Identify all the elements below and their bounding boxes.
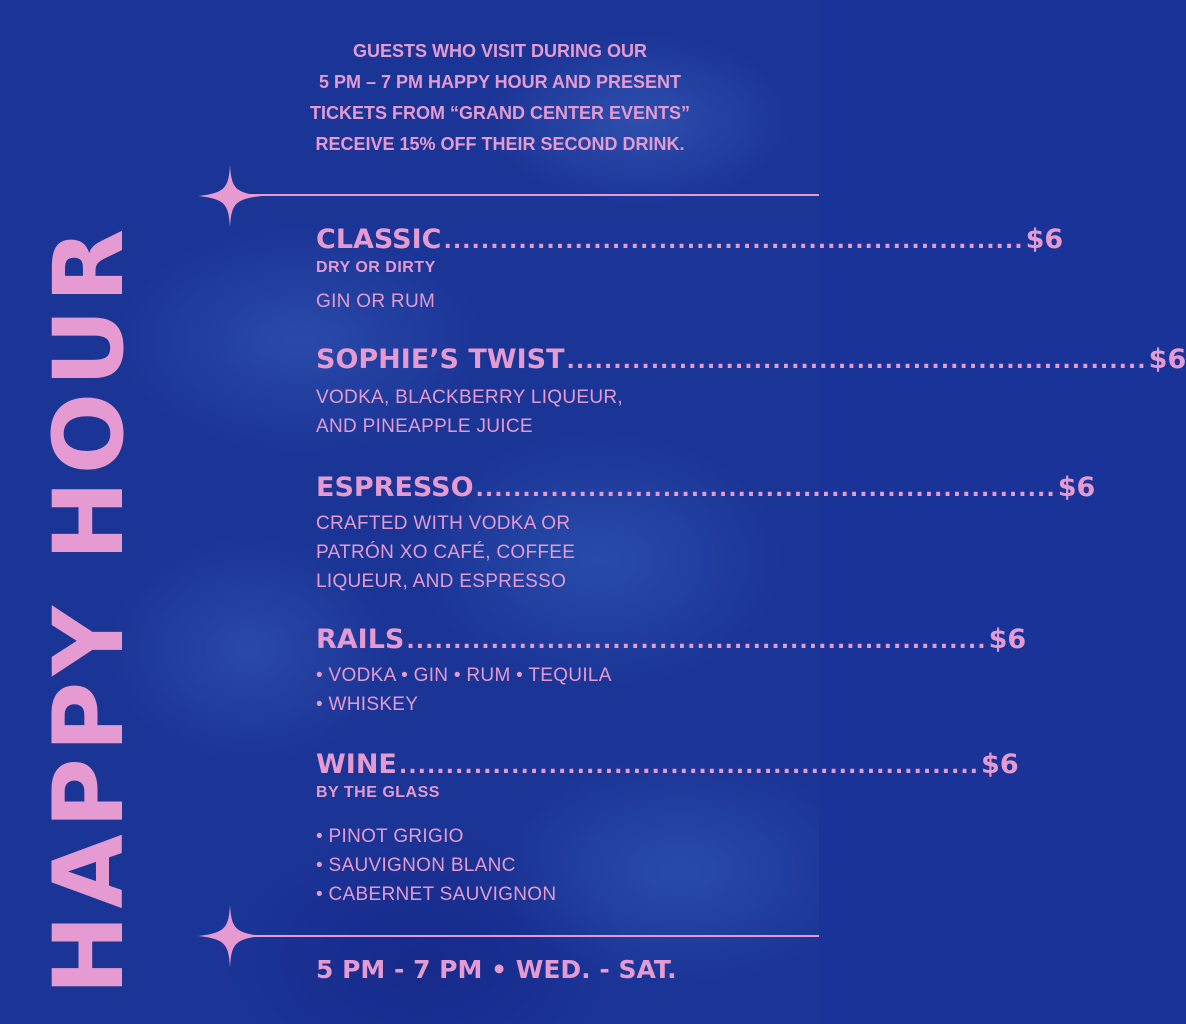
intro-line: GUESTS WHO VISIT DURING OUR — [352, 41, 647, 61]
menu-item-classic — [316, 224, 1064, 316]
item-price: $6 — [988, 624, 1027, 655]
item-price: $6 — [1148, 344, 1186, 375]
item-description: • PINOT GRIGIO — [316, 826, 464, 847]
menu-item-wine — [316, 749, 1019, 909]
sparkle-icon — [198, 905, 262, 967]
item-description: • CABERNET SAUVIGNON — [316, 884, 557, 905]
item-name: WINE — [316, 749, 397, 780]
item-description: PATRÓN XO CAFÉ, COFFEE — [316, 542, 576, 563]
intro-line: TICKETS FROM “GRAND CENTER EVENTS” — [309, 103, 690, 123]
item-name: SOPHIE’S TWIST — [316, 344, 565, 375]
sparkle-icon — [198, 165, 262, 227]
leader-dots: .............................................................. — [443, 229, 1024, 254]
bottom-divider — [230, 935, 819, 937]
hours-footer: 5 PM - 7 PM • WED. - SAT. — [316, 955, 677, 984]
item-description: CRAFTED WITH VODKA OR — [316, 513, 571, 534]
item-description: • VODKA • GIN • RUM • TEQUILA — [316, 665, 612, 686]
item-price: $6 — [1057, 472, 1096, 503]
menu-item-espresso — [316, 472, 1096, 596]
item-description: AND PINEAPPLE JUICE — [316, 416, 533, 437]
item-description: • WHISKEY — [316, 694, 419, 715]
menu-item-rails — [316, 624, 1027, 719]
leader-dots: .............................................................. — [406, 629, 987, 654]
item-subtitle: DRY OR DIRTY — [316, 259, 436, 276]
leader-dots: .............................................................. — [475, 477, 1056, 502]
item-description: GIN OR RUM — [316, 291, 436, 312]
leader-dots: .............................................................. — [566, 349, 1147, 374]
leader-dots: .............................................................. — [398, 754, 980, 779]
intro-line: 5 PM – 7 PM HAPPY HOUR AND PRESENT — [318, 72, 682, 92]
item-name: ESPRESSO — [316, 472, 474, 503]
item-name: CLASSIC — [316, 224, 442, 255]
item-description: VODKA, BLACKBERRY LIQUEUR, — [316, 387, 623, 408]
happy-hour-title: HAPPY HOUR — [33, 222, 145, 995]
top-divider — [230, 194, 819, 196]
item-description: LIQUEUR, AND ESPRESSO — [316, 571, 567, 592]
intro-line: RECEIVE 15% OFF THEIR SECOND DRINK. — [315, 134, 685, 154]
intro-text — [255, 36, 745, 160]
item-price: $6 — [1025, 224, 1064, 255]
item-price: $6 — [981, 749, 1019, 780]
menu-item-sophies-twist — [316, 344, 1186, 441]
item-name: RAILS — [316, 624, 405, 655]
item-subtitle: BY THE GLASS — [316, 784, 440, 801]
item-description: • SAUVIGNON BLANC — [316, 855, 516, 876]
